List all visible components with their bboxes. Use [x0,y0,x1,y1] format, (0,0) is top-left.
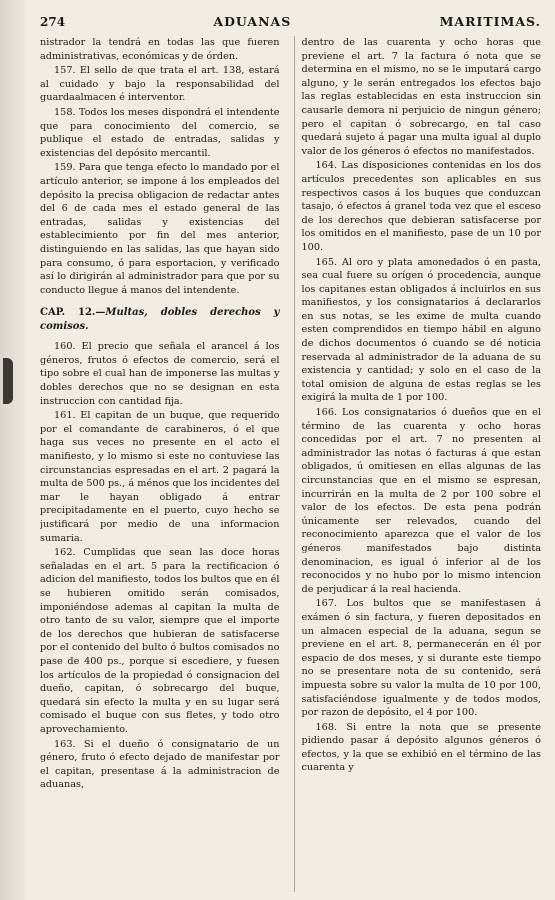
paragraph: 164. Las disposiciones contenidas en los dos artículos precedentes son aplicables en sus respectivos casos á los buques que conduzcan tasajo, ó efectos á granel toda vez que el esceso de los derechos que debieran satisfacerse por los omitidos en el manifiesto, pase de un 10 por 100. [301,160,541,253]
chapter-heading [40,306,280,334]
paragraph: 163. Si el dueño ó consignatario de un género, fruto ó efecto dejado de manifestar por el capitan, presentase á la administracion de aduanas, [40,738,280,791]
binding-clip [3,358,13,404]
text-columns [40,36,541,892]
paragraph: dentro de las cuarenta y ocho horas que previene el art. 7 la factura ó nota que se determina en el mismo, no se le imputará cargo alguno, y le serán entregados los efectos bajo las reglas establecidas en esta instruccion sin causarle demora ni perjuicio de ningun género; pero el capitan ó sobrecargo, en tal caso quedará sujeto á pagar una multa igual al duplo valor de los géneros ó efectos no manifestados. [301,37,541,157]
paragraph: nistrador la tendrá en todas las que fueren administrativas, económicas y de órden. [40,37,280,62]
chapter-number: CAP. 12.— [40,307,106,319]
binding-gutter [0,0,26,900]
paragraph: 166. Los consignatarios ó dueños que en el término de las cuarenta y ocho horas concedidas por el art. 7 no presenten al administrador las notas ó facturas á que estan obligados, ú omitiesen en ellas algunas de las circunstancias que en el mismo se espresan, incurrirán en la multa de 2 por 100 sobre el valor de los efectos. De esta pena podrán únicamente ser relevados, cuando del reconocimiento aparezca que el valor de los géneros manifestados bajo distinta denominacion, es igual ó inferior al de los reconocidos y no hubo por lo mismo intencion de perjudicar á la real hacienda. [301,407,541,595]
chapter-title: Multas, dobles derechos y comisos. [40,307,280,333]
header-left-title: ADUANAS [213,14,292,29]
right-column [294,36,542,892]
running-header [40,14,541,36]
header-right-title: MARITIMAS. [439,14,541,29]
paragraph: 168. Si entre la nota que se presente pidiendo pasar á depósito algunos géneros ó efectos, y la que se exhibió en el término de las cuarenta y [301,721,541,774]
paragraph: 161. El capitan de un buque, que requerido por el comandante de carabineros, ó el que haga sus veces no presente en el acto el manifiesto, y lo mismo si este no contuviese las circunstancias espresadas en el art. 2 pagará la multa de 500 ps., á ménos que los incidentes del mar le hayan obligado á entrar precipitadamente en el puerto, cuyo hecho se justificará por medio de una informacion sumaria. [40,410,280,544]
paragraph: 158. Todos los meses dispondrá el intendente que para conocimiento del comercio, se publique el estado de entradas, salidas y existencias del depósito mercantil. [40,106,280,159]
paragraph: 159. Para que tenga efecto lo mandado por el artículo anterior, se impone á los empleados del depósito la precisa obligacion de redactar antes del 6 de cada mes el estado general de las entradas, salidas y existencias del establecimiento por fin del mes anterior, distinguiendo en las salidas, las que hayan sido para consumo, ó para esportacion, y verificado así lo dirigirán al administrador para que por su conducto llegue á manos del intendente. [40,162,280,296]
paragraph: 160. El precio que señala el arancel á los géneros, frutos ó efectos de comercio, será el tipo sobre el cual han de imponerse las multas y dobles derechos que no se designan en esta instruccion con cantidad fija. [40,341,280,407]
paragraph: 157. El sello de que trata el art. 138, estará al cuidado y bajo la responsabilidad del guardaalmacen é interventor. [40,65,280,104]
paragraph: 165. Al oro y plata amonedados ó en pasta, sea cual fuere su orígen ó procedencia, aunque los capitanes estan obligados á incluirlos en sus manifiestos, y los consignatarios á declararlos en sus notas, se les exime de multa cuando esten comprendidos en tiempo hábil en alguno de dichos documentos ó cuando se dé noticia reservada al administrador de la aduana de su existencia y cantidad; y solo en el caso de la total omision de alguna de estas reglas se les exigirá la multa de 1 por 100. [301,256,541,404]
left-column [40,36,284,892]
paragraph: 167. Los bultos que se manifestasen á exámen ó sin factura, y fueren depositados en un almacen especial de la aduana, segun se previene en el art. 8, permanecerán en él por espacio de dos meses, y si durante este tiempo no se presentare nota de su contenido, será impuesta sobre su valor la multa de 10 por 100, satisfaciéndose igualmente y de todos modos, por razon de depósito, el 4 por 100. [301,598,541,719]
paragraph: 162. Cumplidas que sean las doce horas señaladas en el art. 5 para la rectificacion ó adicion del manifiesto, todos los bultos que en él se hubieren omitido serán comisados, imponiéndose ademas al capitan la multa de otro tanto de su valor, siempre que el importe de los derechos que hubieran de satisfacerse por el contenido del bulto ó bultos comisados no pase de 400 ps., porque si escediere, y fuesen los artículos de la propiedad ó consignacion del dueño, capitan, ó sobrecargo del buque, quedará sin efecto la multa y en su lugar será comisado el buque con sus fletes, y todo otro aprovechamiento. [40,547,280,735]
page-number: 274 [40,15,66,29]
